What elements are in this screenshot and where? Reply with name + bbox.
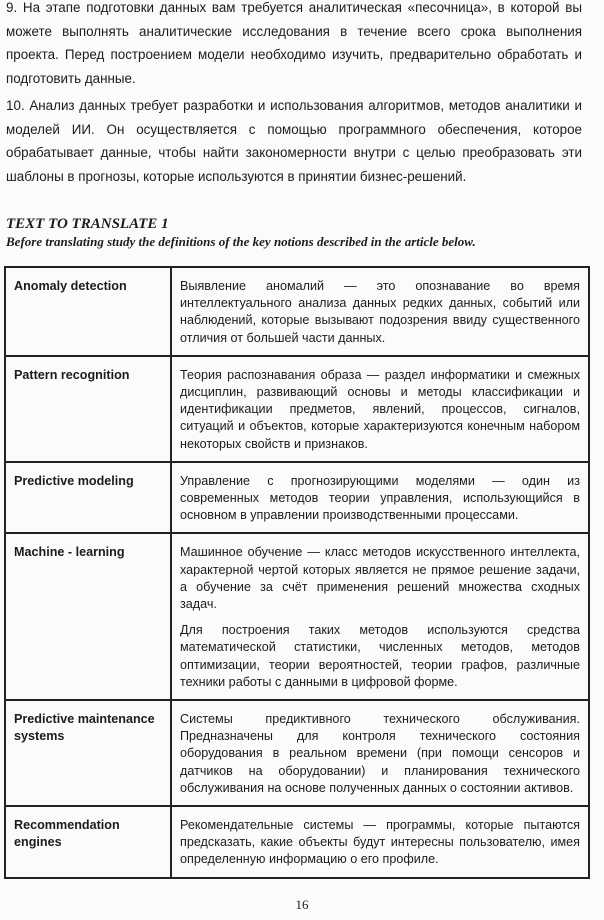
page-number: 16 [295,897,309,912]
definition-paragraph: Выявление аномалий — это опознавание во время интеллектуального анализа данных редких данных, событий или наблюдений, которые вызывают подозрения ввиду существенного отличия от большей части данных. [180,279,580,345]
definition-paragraph: Системы предиктивного технического обслуживания. Предназначены для контроля технического состояния оборудования в реальном времени (при помощи сенсоров и датчиков на оборудовании) и планирования технического обслуживания на основе полученных данных о состоянии активов. [180,712,580,795]
section-title: TEXT TO TRANSLATE 1 [6,216,169,232]
term-definition [171,806,589,878]
definition-paragraph: Рекомендательные системы — программы, которые пытаются предсказать, какие объекты будут интересны пользователю, имея определенную информацию о его профиле. [180,818,580,867]
term-name: Predictive maintenance systems [5,700,171,806]
term-name: Anomaly detection [5,267,171,356]
section-subtitle: Before translating study the definitions of the key notions described in the article below. [6,234,476,249]
term-row [5,462,589,534]
term-name: Recommendation engines [5,806,171,878]
paragraph-9: 9. На этапе подготовки данных вам требуется аналитическая «песочница», в которой вы можете выполнять аналитические исследования в течение всего срока выполнения проекта. Перед построением модели необходимо изучить, предварительно обработать и подготовить данные. [6,0,582,86]
term-row [5,700,589,806]
term-row [5,806,589,878]
term-name: Pattern recognition [5,356,171,462]
term-row [5,533,589,700]
term-definition [171,356,589,462]
definition-paragraph: Теория распознавания образа — раздел информатики и смежных дисциплин, развивающий основы и методы классификации и идентификации предметов, явлений, процессов, сигналов, ситуаций и объектов, которые характеризуются конечным набором некоторых свойств и признаков. [180,367,580,451]
term-definition [171,267,589,356]
term-definition [171,462,589,534]
terms-table [4,266,590,879]
term-name: Predictive modeling [5,462,171,534]
term-row [5,267,589,356]
definition-paragraph: Для построения таких методов используются средства математической статистики, численных методов, методов оптимизации, теории вероятностей, теории графов, различные техники работы с данными в цифровой форме. [180,623,580,689]
term-definition [171,700,589,806]
definition-paragraph: Машинное обучение — класс методов искусственного интеллекта, характерной чертой которых является не прямое решение задачи, а обучение за счёт применения решений множества сходных задач. [180,545,580,612]
term-row [5,356,589,462]
paragraph-10: 10. Анализ данных требует разработки и использования алгоритмов, методов аналитики и моделей ИИ. Он осуществляется с помощью программного обеспечения, которое обрабатывает данные, чтобы найти закономерности внутри с целью преобразовать эти шаблоны в прогнозы, которые используются в принятии бизнес-решений. [6,98,582,184]
term-name: Machine - learning [5,533,171,700]
term-definition [171,533,589,700]
definition-paragraph: Управление с прогнозирующими моделями — один из современных методов теории управления, использующийся в основном в управлении производственными процессами. [180,473,580,523]
